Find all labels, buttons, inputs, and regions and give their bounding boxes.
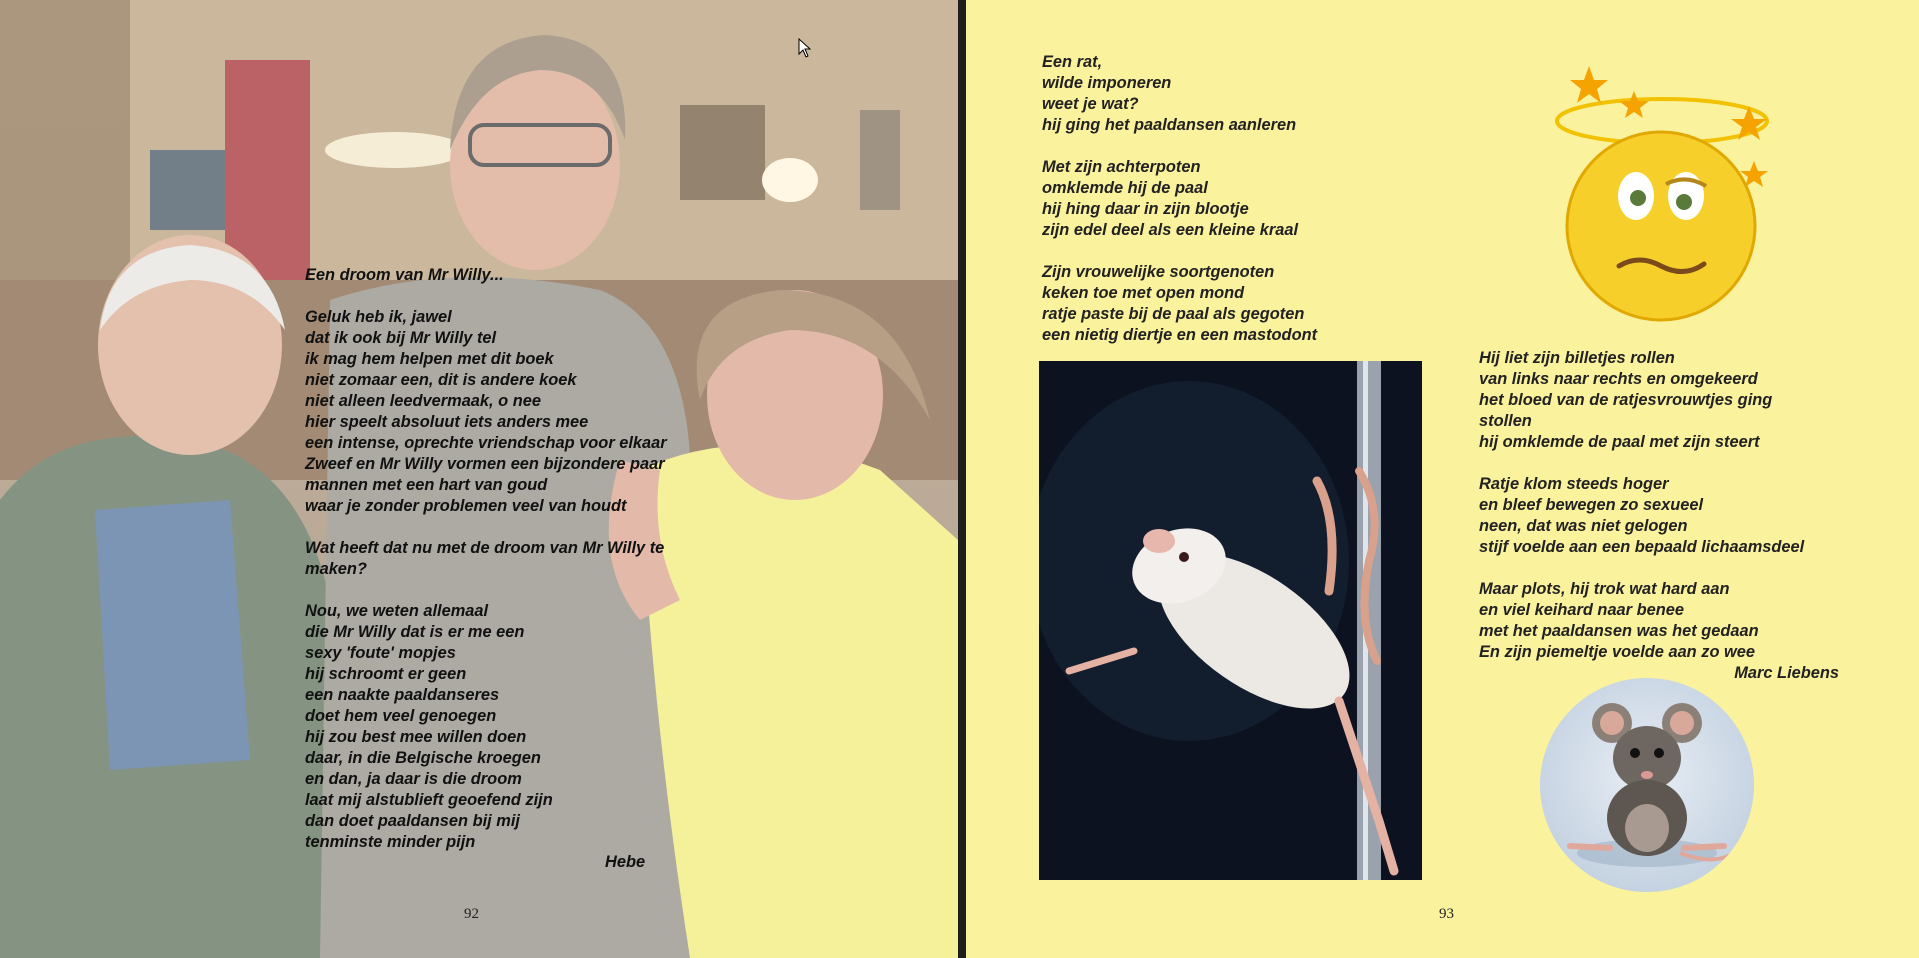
stanza-2 — [1042, 157, 1317, 241]
poem-line: doet hem veel genoegen — [305, 707, 497, 725]
dizzy-emoji-icon — [1534, 46, 1790, 322]
poem-line: Maar plots, hij trok wat hard aan — [1479, 580, 1730, 598]
poem-line: ik mag hem helpen met dit boek — [305, 350, 554, 368]
poem-line: keken toe met open mond — [1042, 284, 1245, 302]
poem-line: niet zomaar een, dit is andere koek — [305, 371, 577, 389]
poem-line: Wat heeft dat nu met de droom van Mr Willy te maken? — [305, 539, 665, 578]
stanza-4 — [1479, 348, 1839, 453]
poem-line: stollen — [1479, 412, 1532, 430]
poem-line: en viel keihard naar benee — [1479, 601, 1684, 619]
page-number-right: 93 — [1439, 906, 1454, 922]
sitting-rat-illustration — [1540, 678, 1754, 892]
poem-line: sexy 'foute' mopjes — [305, 644, 456, 662]
book-gutter — [958, 0, 966, 958]
poem-line: hij ging het paaldansen aanleren — [1042, 116, 1297, 134]
mouse-cursor-icon — [798, 38, 812, 58]
poem-line: dan doet paaldansen bij mij — [305, 812, 520, 830]
poem-line: en bleef bewegen zo sexueel — [1479, 496, 1704, 514]
poem-line: laat mij alstublieft geoefend zijn — [305, 791, 553, 809]
poem-line: Een rat, — [1042, 53, 1103, 71]
stanza-1 — [305, 307, 725, 517]
poem-line: hij schroomt er geen — [305, 665, 467, 683]
poem-line: Ratje klom steeds hoger — [1479, 475, 1669, 493]
poem-line: hij hing daar in zijn blootje — [1042, 200, 1249, 218]
poem-line: tenminste minder pijn — [305, 833, 476, 851]
poem-line: omklemde hij de paal — [1042, 179, 1208, 197]
poem-line: Nou, we weten allemaal — [305, 602, 489, 620]
poem-title: Een droom van Mr Willy... — [305, 266, 504, 284]
right-page — [966, 0, 1919, 958]
right-poem-bottom — [1479, 348, 1839, 684]
poem-line: waar je zonder problemen veel van houdt — [305, 497, 627, 515]
poem-line: hier speelt absoluut iets anders mee — [305, 413, 589, 431]
poem-line: dat ik ook bij Mr Willy tel — [305, 329, 497, 347]
poem-line: hij zou best mee willen doen — [305, 728, 527, 746]
poem-line: daar, in die Belgische kroegen — [305, 749, 541, 767]
poem-line: van links naar rechts en omgekeerd — [1479, 370, 1758, 388]
poem-line: zijn edel deel als een kleine kraal — [1042, 221, 1299, 239]
stanza-2 — [305, 538, 725, 580]
poem-line: en dan, ja daar is die droom — [305, 770, 522, 788]
poem-line: wilde imponeren — [1042, 74, 1172, 92]
poem-line: En zijn piemeltje voelde aan zo wee — [1479, 643, 1755, 661]
left-page — [0, 0, 958, 958]
poem-line: Geluk heb ik, jawel — [305, 308, 452, 326]
poem-line: een nietig diertje en een mastodont — [1042, 326, 1318, 344]
poem-line: Zweef en Mr Willy vormen een bijzondere paar — [305, 455, 665, 473]
left-author: Hebe — [605, 853, 646, 871]
stanza-3 — [1042, 262, 1317, 346]
poem-line: het bloed van de ratjesvrouwtjes ging — [1479, 391, 1773, 409]
poem-line: die Mr Willy dat is er me een — [305, 623, 525, 641]
left-poem — [305, 265, 725, 874]
poem-line: neen, dat was niet gelogen — [1479, 517, 1688, 535]
poem-line: stijf voelde aan een bepaald lichaamsdeel — [1479, 538, 1805, 556]
poem-line: Zijn vrouwelijke soortgenoten — [1042, 263, 1275, 281]
poem-line: met het paaldansen was het gedaan — [1479, 622, 1759, 640]
right-author: Marc Liebens — [1734, 664, 1839, 682]
stanza-5 — [1479, 474, 1839, 558]
poem-line: ratje paste bij de paal als gegoten — [1042, 305, 1305, 323]
poem-line: een naakte paaldanseres — [305, 686, 500, 704]
poem-line: hij omklemde de paal met zijn steert — [1479, 433, 1760, 451]
stanza-1 — [1042, 52, 1317, 136]
poem-line: weet je wat? — [1042, 95, 1139, 113]
stanza-6 — [1479, 579, 1839, 663]
poem-line: Met zijn achterpoten — [1042, 158, 1201, 176]
poem-line: mannen met een hart van goud — [305, 476, 548, 494]
pole-dancing-rat-photo — [1039, 361, 1422, 880]
stanza-3 — [305, 601, 725, 853]
page-number-left: 92 — [464, 906, 479, 922]
right-poem-top — [1042, 52, 1317, 367]
poem-line: een intense, oprechte vriendschap voor elkaar — [305, 434, 667, 452]
poem-line: niet alleen leedvermaak, o nee — [305, 392, 541, 410]
poem-line: Hij liet zijn billetjes rollen — [1479, 349, 1675, 367]
